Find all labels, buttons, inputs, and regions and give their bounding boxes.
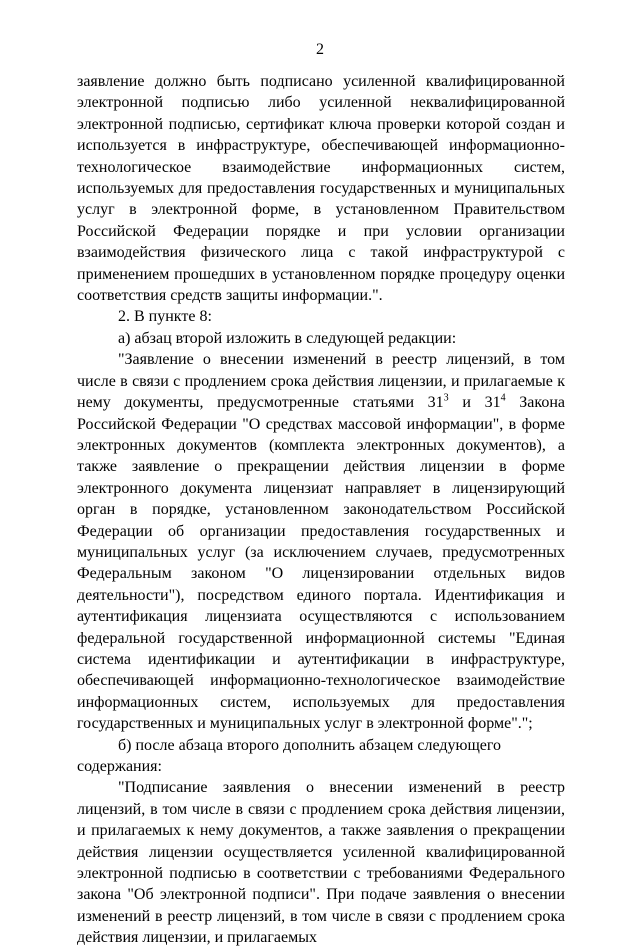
paragraph-continuation: заявление должно быть подписано усиленной квалифицированной электронной подписью либо усиленной неквалифицированной электронной подписью, сертификат ключа проверки которой создан и используется в инфраструктуре, обеспечивающей информационно-технологическое взаимодействие информационных систем, используемых для предоставления государственных и муниципальных услуг в электронной форме, в установленном Правительством Российской Федерации порядке и при условии организации взаимодействия физического лица с такой инфраструктурой с применением прошедших в установленном порядке процедуру оценки соответствия средств защиты информации.". (77, 73, 565, 305)
paragraph-added-text: "Подписание заявления о внесении изменений в реестр лицензий, в том числе в связи с продлением срока действия лицензии, и прилагаемых к нему документов, а также заявления о прекращении действия лицензии осуществляется усиленной квалифицированной электронной подписью в соответствии с требованиями Федерального закона "Об электронной подписи". При подаче заявления о внесении изменений в реестр лицензий, в том числе в связи с продлением срока действия лицензии, и прилагаемых (77, 779, 565, 947)
quoted-text-part-3: Закона Российской Федерации "О средствах массовой информации", в форме электронных документов (комплекта электронных документов), а также заявление о прекращении действия лицензии в форме электронного документа лицензиат направляет в лицензирующий орган в порядке, установленном законодательством Российской Федерации об организации предоставления государственных и муниципальных услуг (за исключением случаев, предусмотренных Федеральным законом "О лицензировании отдельных видов деятельности"), посредством единого портала. Идентификация и аутентификация лицензиата осуществляются с использованием федеральной государственной информационной системы "Единая система идентификации и аутентификации в инфраструктуре, обеспечивающей информационно-технологическое взаимодействие информационных систем, используемых для предоставления государственных и муниципальных услуг в электронной форме"."; (77, 394, 565, 733)
quoted-text-part-1: "Заявление о внесении изменений в реестр лицензий, в том числе в связи с продлением срока действия лицензии, и прилагаемые к нему документы, предусмотренные статьями 31 (77, 351, 565, 412)
quoted-text-part-2: и 31 (448, 394, 501, 412)
paragraph-item-2: 2. В пункте 8: (118, 308, 212, 326)
paragraph-subitem-b: б) после абзаца второго дополнить абзацем следующего содержания: (77, 736, 502, 775)
article-superscript-4: 4 (500, 392, 506, 404)
article-superscript-3: 3 (443, 392, 449, 404)
document-body (77, 71, 565, 949)
page-number: 2 (316, 41, 324, 58)
paragraph-subitem-a: а) абзац второй изложить в следующей редакции: (118, 329, 457, 347)
paragraph-quoted-new-text (77, 349, 565, 734)
